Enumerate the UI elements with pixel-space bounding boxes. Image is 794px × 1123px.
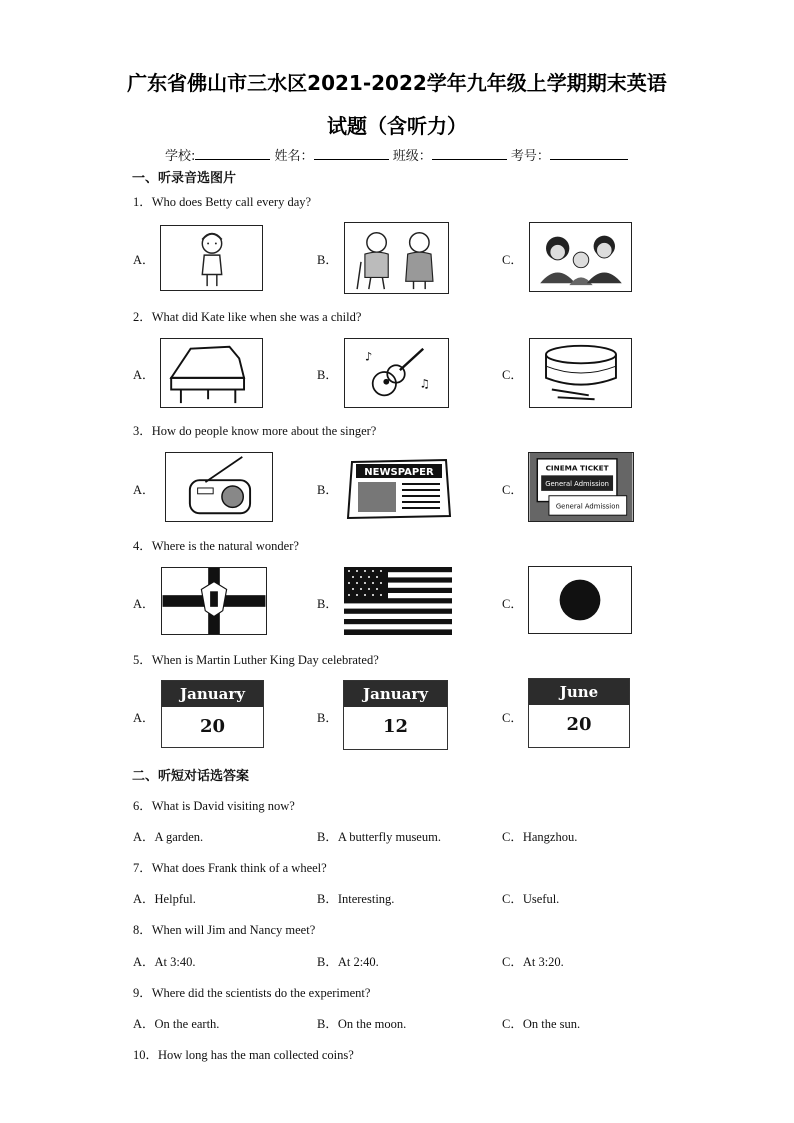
svg-text:♫: ♫ <box>419 376 430 391</box>
number-field[interactable] <box>550 147 628 160</box>
section-heading-2: 二、听短对话选答案 <box>132 769 250 784</box>
northern-ireland-flag-icon[interactable] <box>161 567 267 635</box>
usa-flag-icon[interactable] <box>344 567 452 635</box>
piano-icon[interactable] <box>160 338 263 408</box>
guitar-icon[interactable] <box>344 338 449 408</box>
question-2: 2．What did Kate like when she was a child? <box>133 310 362 324</box>
answer-option[interactable]: C．Hangzhou. <box>502 830 578 844</box>
question-7: 7．What does Frank think of a wheel? <box>133 861 327 875</box>
page-title: 广东省佛山市三水区2021-2022学年九年级上学期期末英语 <box>127 71 667 95</box>
name-field[interactable] <box>314 147 389 160</box>
svg-text:♪: ♪ <box>364 349 373 364</box>
cinema-ticket-icon[interactable] <box>528 452 634 522</box>
answer-option[interactable]: A．At 3:40. <box>133 955 196 969</box>
option-label: A． <box>133 483 155 497</box>
answer-option[interactable]: A．Helpful. <box>133 892 196 906</box>
answer-option[interactable]: C．At 3:20. <box>502 955 564 969</box>
option-label: B． <box>317 597 338 611</box>
answer-option[interactable]: C．Useful. <box>502 892 560 906</box>
calendar-icon[interactable] <box>161 680 264 748</box>
number-label: 考号： <box>510 149 550 164</box>
class-field[interactable] <box>432 147 507 160</box>
family-icon[interactable] <box>529 222 632 292</box>
option-label: C． <box>502 253 523 267</box>
question-8: 8．When will Jim and Nancy meet? <box>133 923 316 937</box>
calendar-day: 20 <box>566 714 592 735</box>
ticket-line-1: General Admission <box>545 480 609 489</box>
page-subtitle: 试题（含听力） <box>327 114 467 138</box>
option-label: B． <box>317 368 338 382</box>
school-label: 学校: <box>165 149 196 164</box>
question-9: 9．Where did the scientists do the experiment? <box>133 986 371 1000</box>
newspaper-icon[interactable] <box>346 454 452 522</box>
calendar-icon[interactable] <box>528 678 630 748</box>
option-label: A． <box>133 711 155 725</box>
student-info-line <box>165 145 628 164</box>
question-6: 6．What is David visiting now? <box>133 799 295 813</box>
question-4: 4．Where is the natural wonder? <box>133 539 299 553</box>
answer-option[interactable]: A．On the earth. <box>133 1017 220 1031</box>
school-field[interactable] <box>195 147 270 160</box>
answer-option[interactable]: B．On the moon. <box>317 1017 407 1031</box>
option-label: B． <box>317 253 338 267</box>
option-label: C． <box>502 711 523 725</box>
answer-option[interactable]: B．A butterfly museum. <box>317 830 441 844</box>
grandparents-icon[interactable] <box>344 222 449 294</box>
option-label: A． <box>133 253 155 267</box>
answer-option[interactable]: B．At 2:40. <box>317 955 379 969</box>
ticket-line-2: General Admission <box>555 502 620 511</box>
option-label: B． <box>317 711 338 725</box>
class-label: 班级： <box>392 149 432 164</box>
section-heading-1: 一、听录音选图片 <box>132 171 237 186</box>
calendar-month: January <box>344 681 447 707</box>
radio-icon[interactable] <box>165 452 273 522</box>
option-label: C． <box>502 483 523 497</box>
calendar-month: June <box>529 679 629 705</box>
answer-option[interactable]: A．A garden. <box>133 830 204 844</box>
calendar-icon[interactable] <box>343 680 448 750</box>
option-label: B． <box>317 483 338 497</box>
calendar-day: 20 <box>199 716 226 737</box>
question-5: 5．When is Martin Luther King Day celebrated? <box>133 653 379 667</box>
option-label: C． <box>502 368 523 382</box>
newspaper-masthead: NEWSPAPER <box>364 467 434 478</box>
question-3: 3．How do people know more about the singer? <box>133 424 377 438</box>
drum-icon[interactable] <box>529 338 632 408</box>
answer-option[interactable]: B．Interesting. <box>317 892 395 906</box>
answer-option[interactable]: C．On the sun. <box>502 1017 581 1031</box>
question-10: 10．How long has the man collected coins? <box>133 1048 354 1062</box>
girl-icon[interactable] <box>160 225 263 291</box>
calendar-month: January <box>162 681 263 707</box>
japan-flag-icon[interactable] <box>528 566 632 634</box>
question-1: 1．Who does Betty call every day? <box>133 195 312 209</box>
option-label: A． <box>133 597 155 611</box>
ticket-title: CINEMA TICKET <box>545 463 609 473</box>
name-label: 姓名： <box>274 149 314 164</box>
option-label: C． <box>502 597 523 611</box>
option-label: A． <box>133 368 155 382</box>
calendar-day: 12 <box>382 716 409 737</box>
